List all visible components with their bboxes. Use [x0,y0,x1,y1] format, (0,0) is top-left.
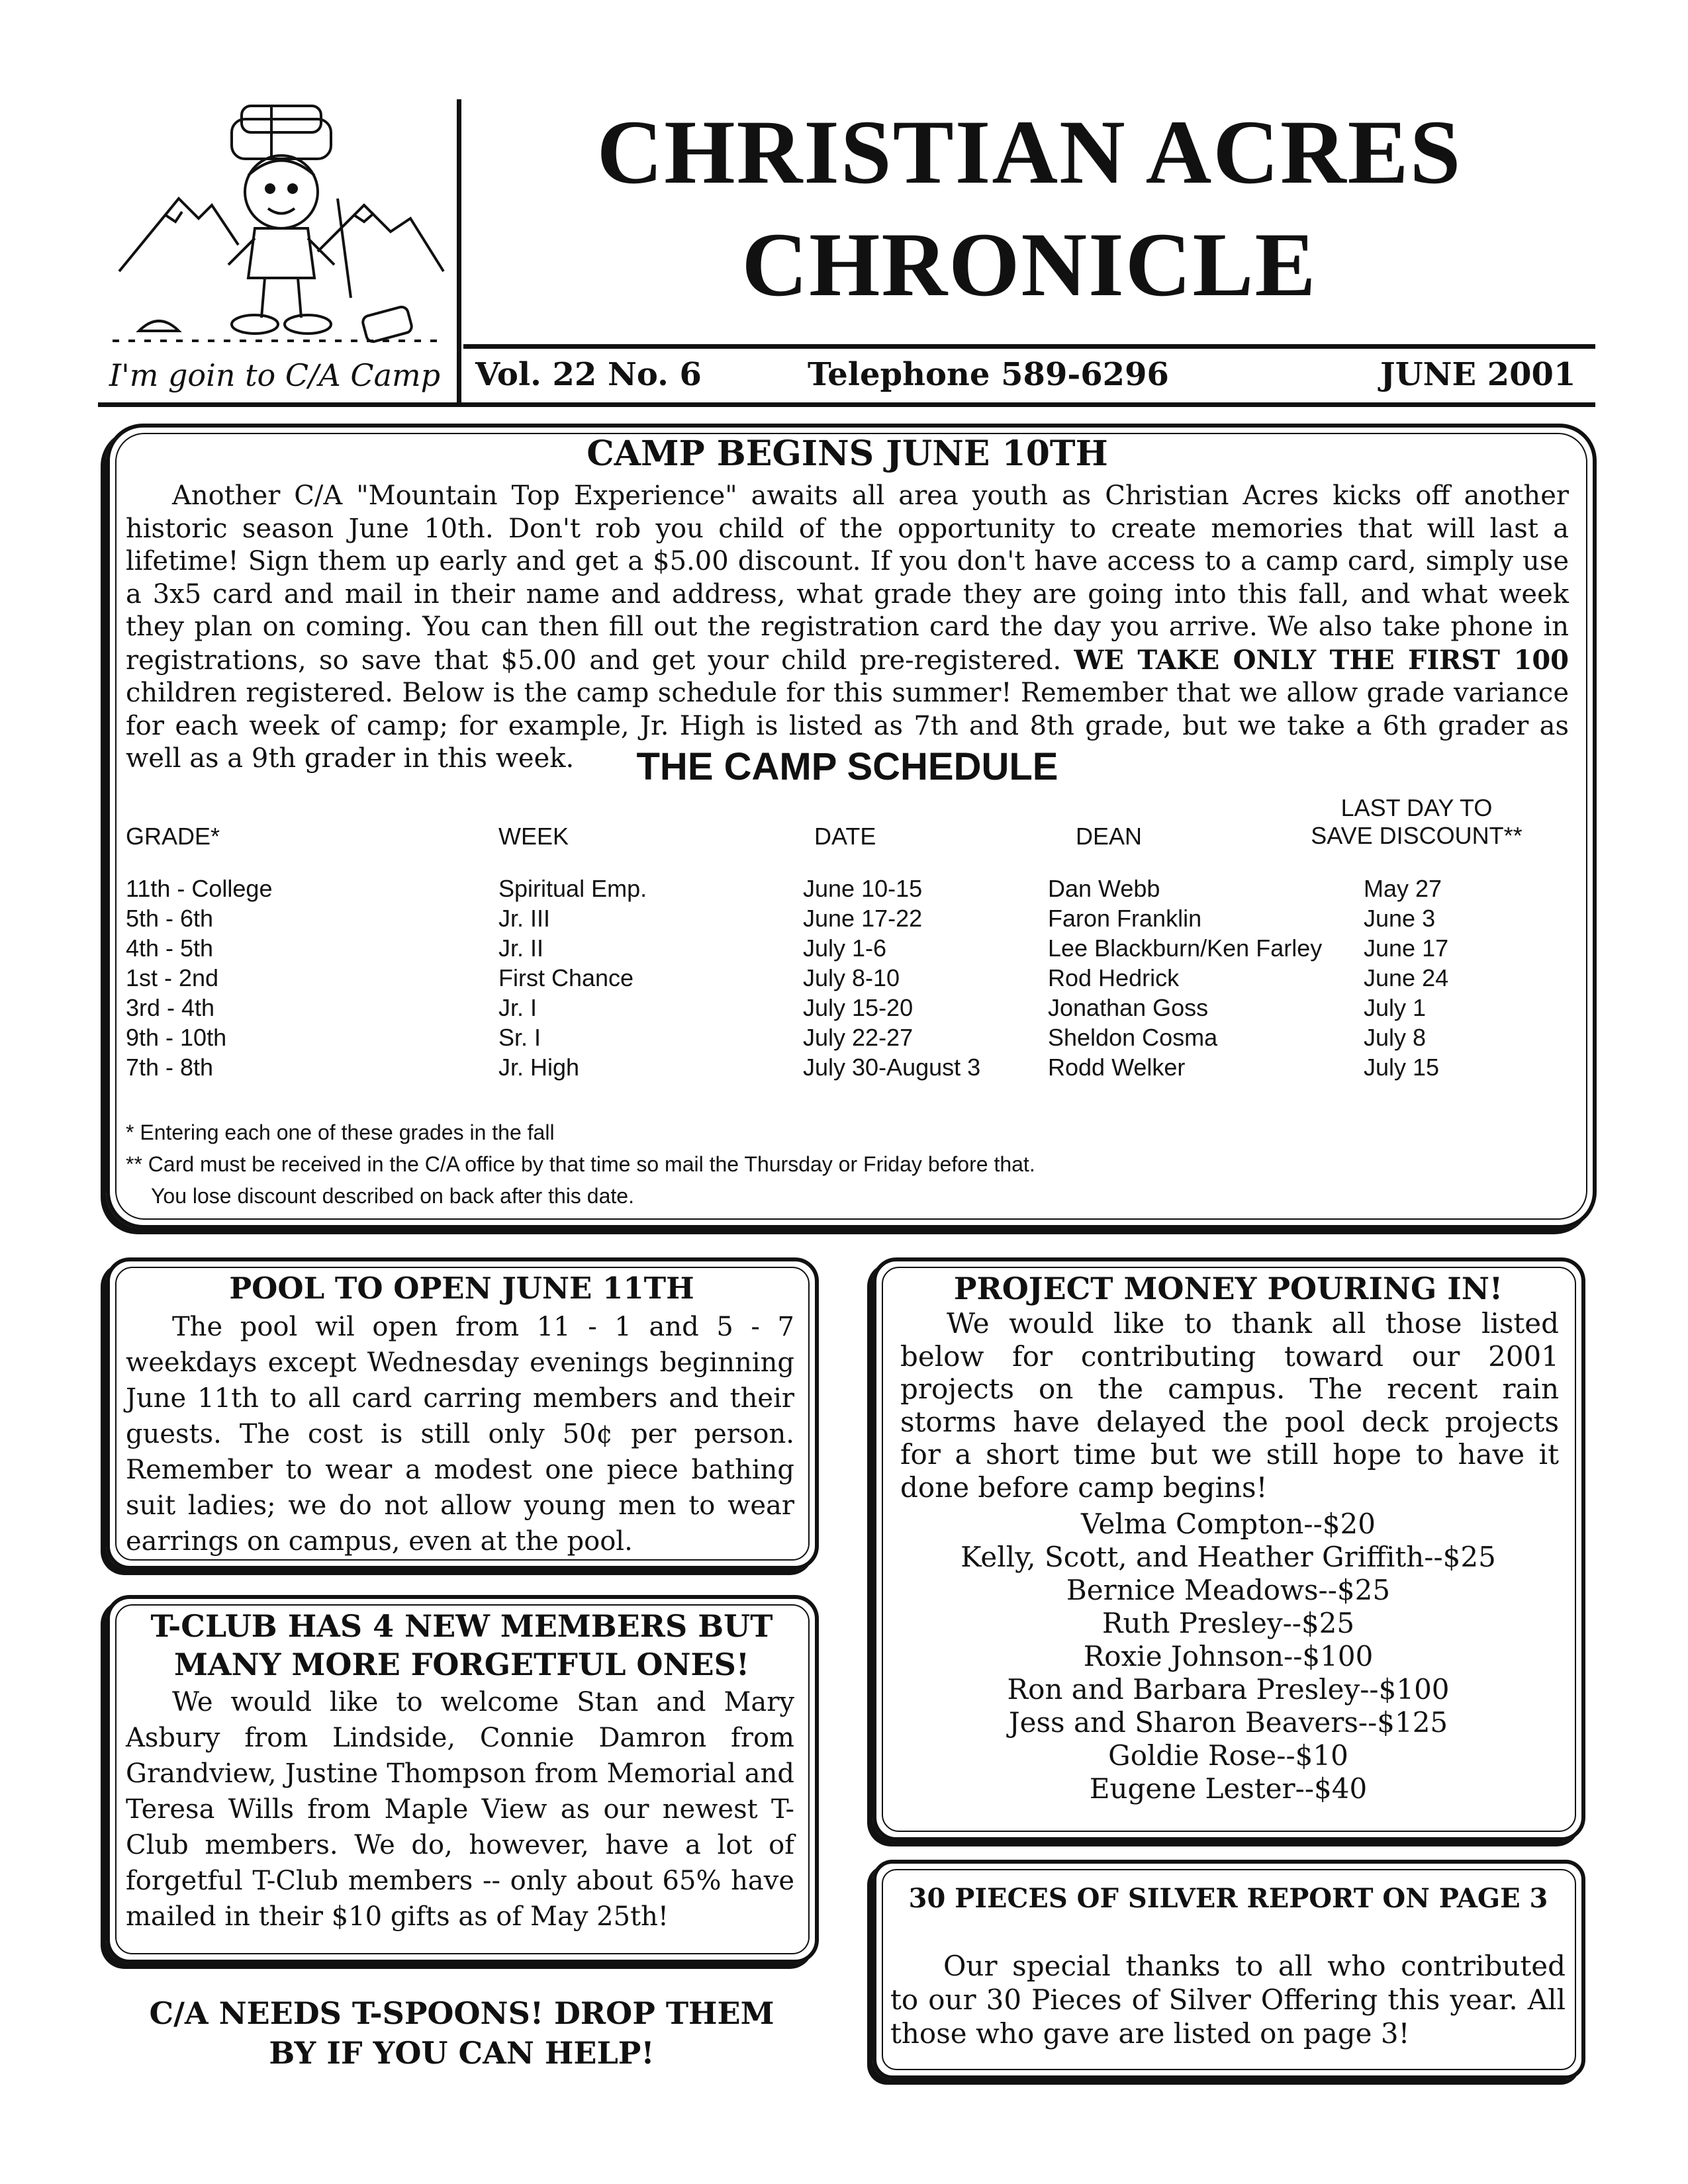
tclub-heading-line2: MANY MORE FORGETFUL ONES! [173,1647,750,1682]
issue-date: JUNE 2001 [1380,356,1576,393]
schedule-cell-dean: Rod Hedrick [1048,964,1180,991]
donor-item: Roxie Johnson--$100 [1083,1640,1374,1672]
schedule-row [0,933,1688,963]
schedule-cell-grade: 7th - 8th [126,1054,214,1081]
schedule-cell-week: Jr. High [498,1054,580,1081]
schedule-cell-week: Jr. III [498,905,551,932]
donor-list [872,1508,1584,1805]
schedule-row [0,1023,1688,1052]
donor-item: Velma Compton--$20 [1081,1508,1376,1540]
schedule-cell-dean: Rodd Welker [1048,1054,1186,1081]
schedule-cell-date: June 17-22 [803,905,923,932]
camp-body-text-end: children registered. Below is the camp schedule for this summer! Remember that we allow grade variance for each week of camp; for example, Jr. High is listed as 7th and 8th grade, but we take a 6th grader as well as a 9th grader in this week. [126,678,1569,774]
tclub-heading [106,1607,818,1684]
schedule-cell-last-day: July 8 [1364,1024,1427,1051]
schedule-cell-last-day: June 24 [1364,964,1449,991]
masthead-divider [457,99,461,407]
schedule-cell-dean: Lee Blackburn/Ken Farley [1048,934,1323,962]
schedule-cell-week: Jr. II [498,934,544,962]
schedule-cell-week: Jr. I [498,994,538,1021]
schedule-cell-grade: 11th - College [126,875,273,902]
schedule-cell-dean: Faron Franklin [1048,905,1202,932]
schedule-cell-date: July 1-6 [803,934,887,962]
schedule-title: THE CAMP SCHEDULE [636,745,1058,788]
schedule-header-last-day [1294,794,1539,850]
camp-body-text: Another C/A "Mountain Top Experience" awaits all area youth as Christian Acres kicks off another historic season June 10th. Don't rob you child of the opportunity to create memories that will last a lifetime! Sign them up early and get a $5.00 discount. If you don't have access to a camp card, simply use a 3x5 card and mail in their name and address, what grade they are going into this fall, and what week they plan on coming. You can then fill out the registration card the day you arrive. We also take phone in registrations, so save that $5.00 and get your child pre-registered. [126,480,1569,676]
schedule-cell-last-day: June 3 [1364,905,1436,932]
schedule-cell-grade: 4th - 5th [126,934,214,962]
schedule-header-grade: GRADE* [126,823,220,850]
tclub-heading-line1: T-CLUB HAS 4 NEW MEMBERS BUT [150,1608,773,1644]
schedule-footnote-card: ** Card must be received in the C/A office by that time so mail the Thursday or Friday before that. [126,1152,1035,1176]
schedule-row [0,1052,1688,1082]
schedule-cell-date: July 22-27 [803,1024,914,1051]
schedule-header-dean: DEAN [1076,823,1143,850]
schedule-header-date: DATE [814,823,876,850]
project-body-text: We would like to thank all those listed below for contributing toward our 2001 projects on the campus. The recent rain storms have delayed the pool deck projects for a short time but we still hope to have it done before camp begins! [900,1307,1559,1504]
schedule-cell-date: June 10-15 [803,875,923,902]
schedule-row [0,963,1688,993]
pool-heading: POOL TO OPEN JUNE 11TH [229,1271,694,1306]
masthead-bottom-rule [98,402,1595,407]
schedule-cell-grade: 9th - 10th [126,1024,227,1051]
schedule-cell-last-day: May 27 [1364,875,1442,902]
donor-item: Eugene Lester--$40 [1089,1772,1368,1805]
schedule-cell-last-day: July 15 [1364,1054,1440,1081]
tclub-body-text: We would like to welcome Stan and Mary Asbury from Lindside, Connie Damron from Grandview, Justine Thompson from Memorial and Teresa Wills from Maple View as our newest T-Club members. We do, however, have a lot of forgetful T-Club members -- only about 65% have mailed in their $10 gifts as of May 25th! [126,1687,794,1932]
schedule-footnote-discount: You lose discount described on back after this date. [151,1184,634,1208]
schedule-cell-last-day: July 1 [1364,994,1427,1021]
schedule-cell-grade: 3rd - 4th [126,994,215,1021]
pool-body-text: The pool wil open from 11 - 1 and 5 - 7 weekdays except Wednesday evenings beginning June 11th to all card carring members and their guests. The cost is still only 50¢ per person. Remember to wear a modest one piece bathing suit ladies; we do not allow young men to wear earrings on campus, even at the pool. [126,1312,794,1557]
silver-body [890,1949,1566,2050]
pool-body [126,1309,794,1559]
schedule-cell-dean: Sheldon Cosma [1048,1024,1218,1051]
issue-telephone: Telephone 589-6296 [808,356,1169,393]
schedule-row [0,993,1688,1023]
newsletter-title-line2: CHRONICLE [741,214,1317,315]
schedule-row [0,874,1688,903]
donor-item: Bernice Meadows--$25 [1066,1574,1391,1606]
camp-article-body [126,480,1569,776]
tclub-body [126,1684,794,1934]
schedule-cell-grade: 5th - 6th [126,905,214,932]
schedule-cell-week: First Chance [498,964,634,991]
tspoons-notice-line2: BY IF YOU CAN HELP! [269,2035,655,2071]
tagline: I'm goin to C/A Camp [109,357,441,393]
schedule-cell-date: July 30-August 3 [803,1054,981,1081]
newsletter-title-line1: CHRISTIAN ACRES [596,101,1462,203]
donor-item: Goldie Rose--$10 [1108,1739,1348,1772]
schedule-cell-last-day: June 17 [1364,934,1449,962]
project-heading: PROJECT MONEY POURING IN! [953,1271,1503,1306]
issue-volume: Vol. 22 No. 6 [475,356,702,393]
schedule-cell-date: July 15-20 [803,994,914,1021]
schedule-footnote-grades: * Entering each one of these grades in the fall [126,1120,555,1144]
schedule-header-last-line1: LAST DAY TO [1340,794,1493,821]
silver-body-text: Our special thanks to all who contributed to our 30 Pieces of Silver Offering this year. All those who gave are listed on page 3! [890,1950,1566,2050]
project-body [900,1307,1559,1504]
donor-item: Jess and Sharon Beavers--$125 [1008,1706,1448,1739]
camp-body-emphasis: WE TAKE ONLY THE FIRST 100 [1074,644,1569,676]
schedule-header-last-line2: SAVE DISCOUNT** [1311,822,1523,849]
donor-item: Kelly, Scott, and Heather Griffith--$25 [961,1541,1496,1573]
schedule-cell-week: Spiritual Emp. [498,875,647,902]
schedule-cell-date: July 8-10 [803,964,900,991]
schedule-cell-grade: 1st - 2nd [126,964,219,991]
schedule-table [0,874,1688,1082]
schedule-header-week: WEEK [498,823,569,850]
silver-heading: 30 PIECES OF SILVER REPORT ON PAGE 3 [908,1883,1548,1914]
schedule-row [0,903,1688,933]
schedule-cell-dean: Jonathan Goss [1048,994,1209,1021]
masthead-rule [463,344,1595,349]
camp-heading: CAMP BEGINS JUNE 10TH [586,433,1108,474]
donor-item: Ron and Barbara Presley--$100 [1007,1673,1450,1706]
schedule-cell-week: Sr. I [498,1024,541,1051]
schedule-cell-dean: Dan Webb [1048,875,1160,902]
tspoons-notice-line1: C/A NEEDS T-SPOONS! DROP THEM [149,1995,774,2031]
hiker-mascot-icon [99,99,450,351]
donor-item: Ruth Presley--$25 [1102,1607,1355,1639]
